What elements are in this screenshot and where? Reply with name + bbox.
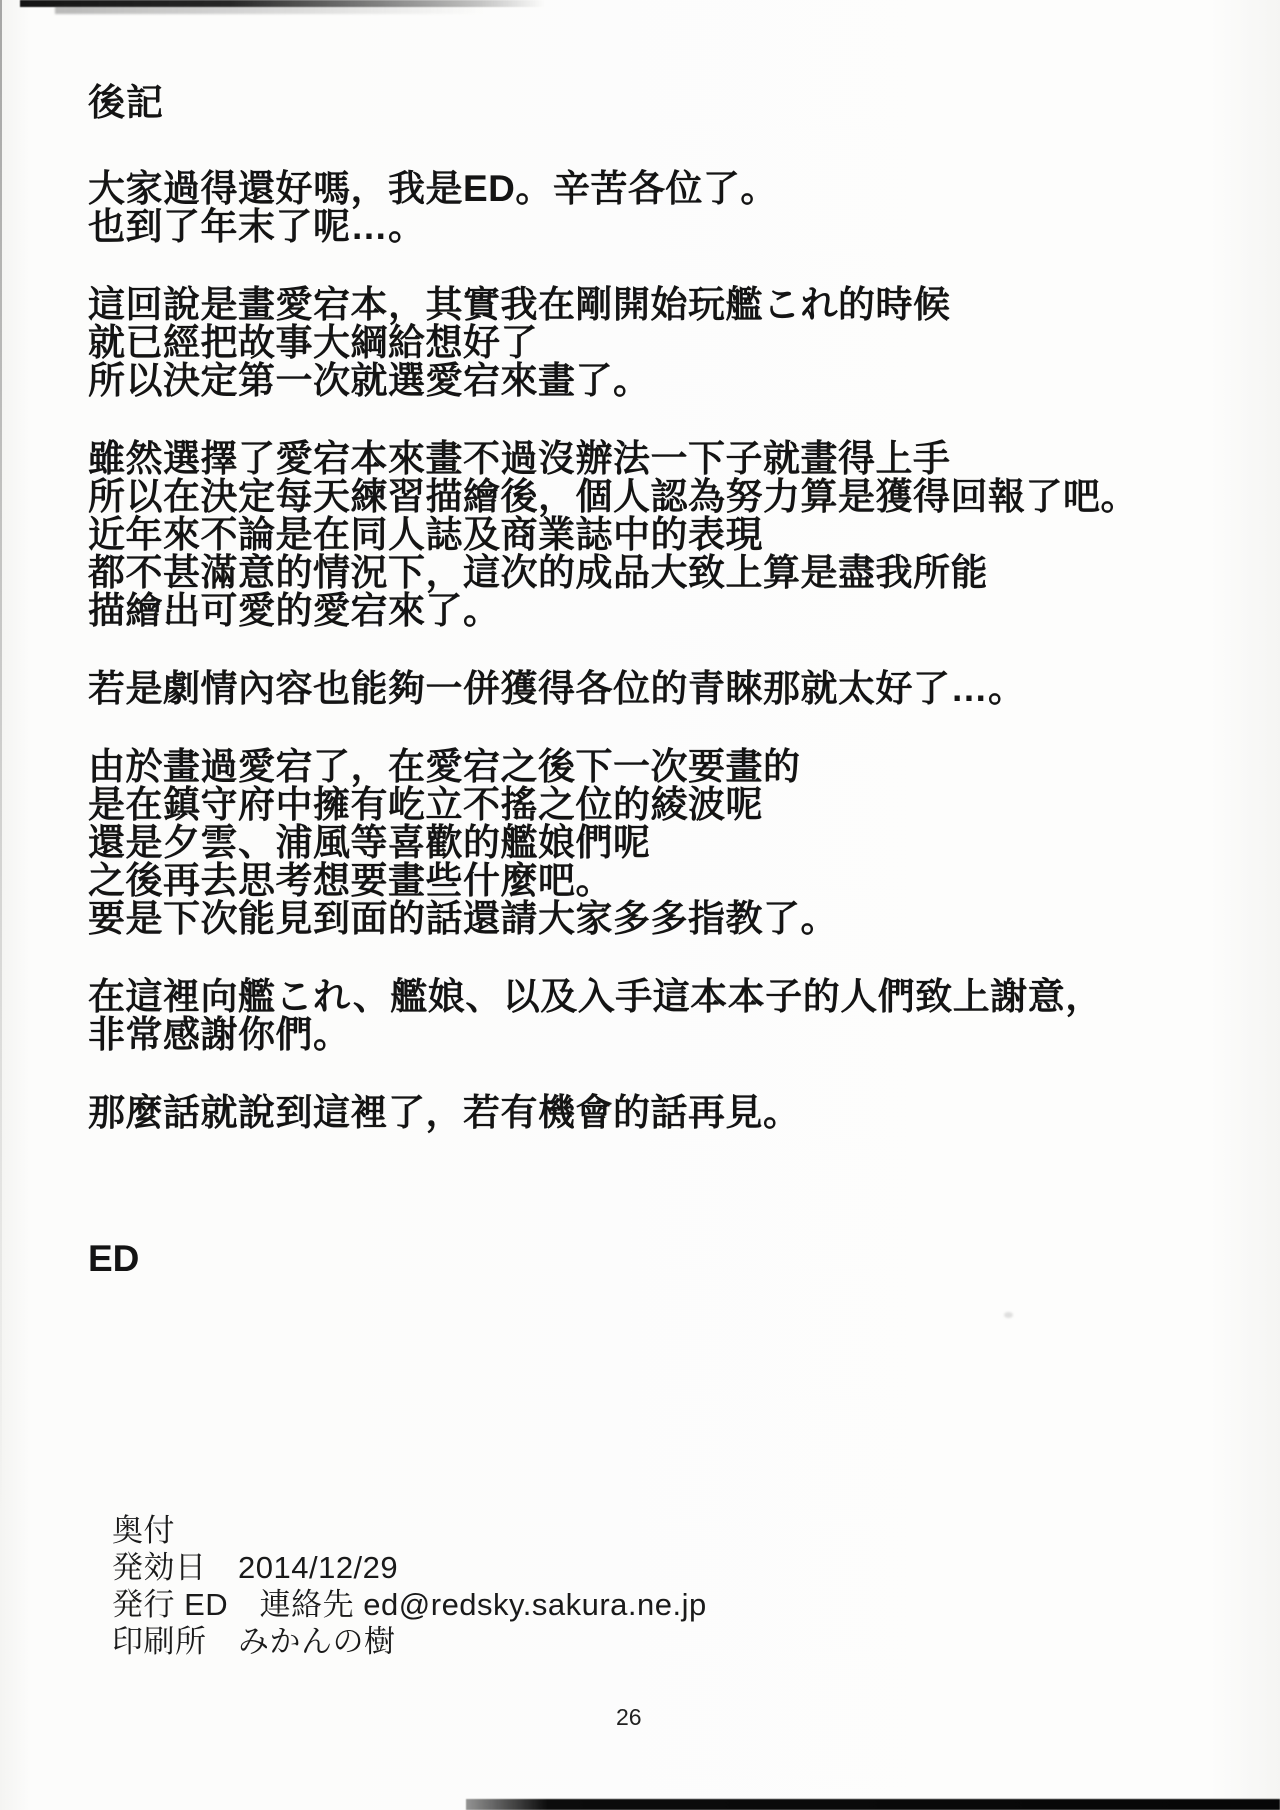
- scan-artifact-left-edge: [0, 0, 2, 1520]
- colophon: [112, 1512, 707, 1660]
- page-number: 26: [616, 1704, 642, 1730]
- text-line: 也到了年末了呢…。: [88, 206, 426, 247]
- text-line: 由於畫過愛宕了，在愛宕之後下一次要畫的: [88, 746, 801, 787]
- scan-artifact-top-smudge-faint: [55, 6, 485, 14]
- text-line: 那麼話就說到這裡了，若有機會的話再見。: [88, 1092, 801, 1133]
- text-line: 若是劇情內容也能夠一併獲得各位的青睞那就太好了…。: [88, 668, 1026, 709]
- text-line: 描繪出可愛的愛宕來了。: [88, 590, 501, 631]
- text-line: 就已經把故事大綱給想好了: [88, 322, 538, 363]
- paragraph-book-origin: [88, 286, 1228, 400]
- afterword-title: 後記: [88, 82, 164, 123]
- paragraph-practice: [88, 440, 1228, 630]
- paragraph-greeting: [88, 170, 1228, 246]
- paragraph-story-hope: [88, 670, 1228, 708]
- colophon-publisher-contact: 発行 ED 連絡先 ed@redsky.sakura.ne.jp: [112, 1587, 707, 1622]
- text-line: 雖然選擇了愛宕本來畫不過沒辦法一下子就畫得上手: [88, 438, 951, 479]
- text-line: 所以在決定每天練習描繪後，個人認為努力算是獲得回報了吧。: [88, 476, 1138, 517]
- paragraph-thanks: [88, 978, 1228, 1054]
- author-signature: ED: [88, 1238, 140, 1279]
- text-line: 大家過得還好嗎，我是ED。辛苦各位了。: [88, 168, 778, 209]
- text-line: 都不甚滿意的情況下，這次的成品大致上算是盡我所能: [88, 552, 988, 593]
- scan-speck: [1004, 1312, 1013, 1318]
- scan-artifact-bottom-bar: [466, 1799, 1280, 1810]
- text-line: 是在鎮守府中擁有屹立不搖之位的綾波呢: [88, 784, 763, 825]
- colophon-title: 奥付: [112, 1513, 175, 1548]
- text-line: 非常感謝你們。: [88, 1014, 351, 1055]
- colophon-printer: 印刷所 みかんの樹: [112, 1624, 396, 1659]
- text-line: 之後再去思考想要畫些什麼吧。: [88, 860, 613, 901]
- text-line: 在這裡向艦これ、艦娘、以及入手這本本子的人們致上謝意，: [88, 976, 1103, 1017]
- text-line: 要是下次能見到面的話還請大家多多指教了。: [88, 898, 838, 939]
- afterword-body: [88, 84, 1228, 1278]
- text-line: 所以決定第一次就選愛宕來畫了。: [88, 360, 651, 401]
- text-line: 這回說是畫愛宕本，其實我在剛開始玩艦これ的時候: [88, 284, 951, 325]
- paragraph-next-plans: [88, 748, 1228, 938]
- text-line: 還是夕雲、浦風等喜歡的艦娘們呢: [88, 822, 651, 863]
- colophon-issue-date: 発効日 2014/12/29: [112, 1550, 399, 1585]
- paragraph-farewell: [88, 1094, 1228, 1132]
- text-line: 近年來不論是在同人誌及商業誌中的表現: [88, 514, 763, 555]
